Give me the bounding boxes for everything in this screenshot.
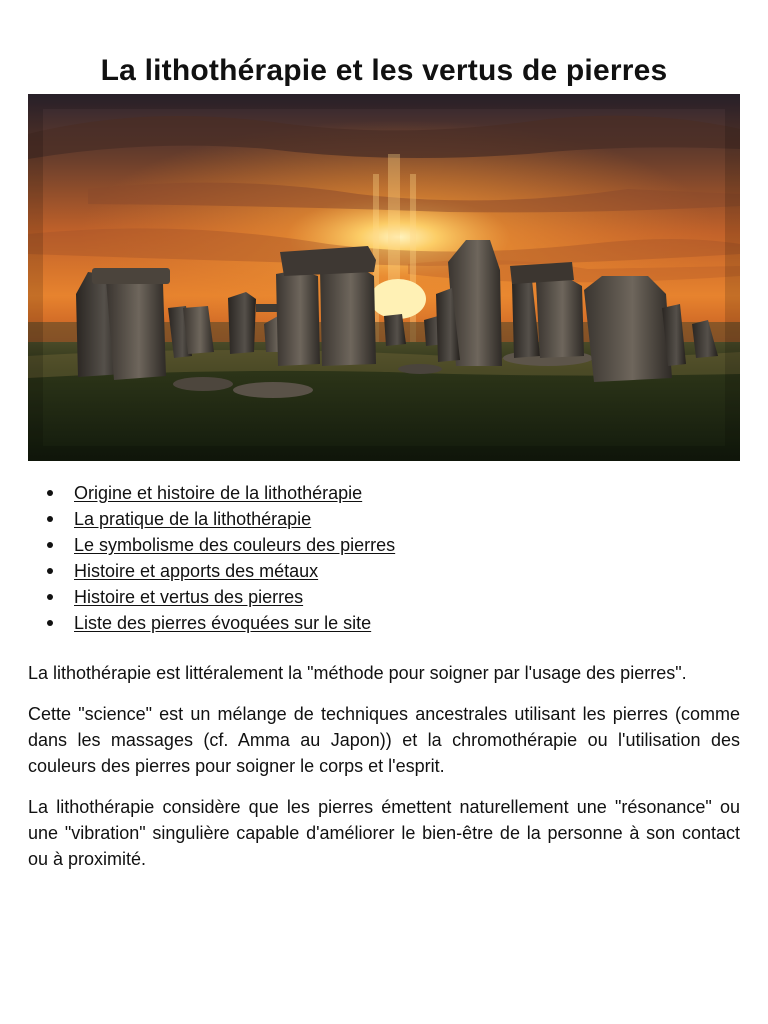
toc-item bbox=[44, 532, 395, 558]
toc-link-pratique[interactable]: La pratique de la lithothérapie bbox=[74, 509, 312, 529]
toc-item bbox=[44, 506, 395, 532]
bullet-icon bbox=[47, 594, 53, 600]
body-text bbox=[28, 660, 740, 887]
toc-link-symbolisme[interactable]: Le symbolisme des couleurs des pierres bbox=[74, 535, 396, 555]
bullet-icon bbox=[47, 516, 53, 522]
bullet-icon bbox=[47, 490, 53, 496]
table-of-contents bbox=[44, 480, 395, 636]
toc-item bbox=[44, 610, 395, 636]
bullet-icon bbox=[47, 568, 53, 574]
bullet-icon bbox=[47, 620, 53, 626]
toc-link-origine[interactable]: Origine et histoire de la lithothérapie bbox=[74, 483, 363, 503]
stone-circle-sunset-picture bbox=[28, 94, 740, 461]
toc-link-liste-pierres[interactable]: Liste des pierres évoquées sur le site bbox=[74, 613, 372, 633]
toc-link-vertus[interactable]: Histoire et vertus des pierres bbox=[74, 587, 304, 607]
hero-image bbox=[28, 94, 740, 461]
toc-item bbox=[44, 558, 395, 584]
paragraph-definition: La lithothérapie est littéralement la "méthode pour soigner par l'usage des pierres". bbox=[28, 663, 687, 683]
toc-link-metaux[interactable]: Histoire et apports des métaux bbox=[74, 561, 319, 581]
paragraph-science: Cette "science" est un mélange de techniques ancestrales utilisant les pierres (comme dans les massages (cf. Amma au Japon)) et la chromothérapie ou l'utilisation des couleurs des pierres pour soigner le corps et l'esprit. bbox=[28, 704, 740, 776]
toc-item bbox=[44, 480, 395, 506]
paragraph-resonance: La lithothérapie considère que les pierres émettent naturellement une "résonance" ou une "vibration" singulière capable d'améliorer le bien-être de la personne à son contact ou à proximité. bbox=[28, 797, 740, 869]
bullet-icon bbox=[47, 542, 53, 548]
page-title: La lithothérapie et les vertus de pierres bbox=[100, 54, 668, 88]
toc-item bbox=[44, 584, 395, 610]
